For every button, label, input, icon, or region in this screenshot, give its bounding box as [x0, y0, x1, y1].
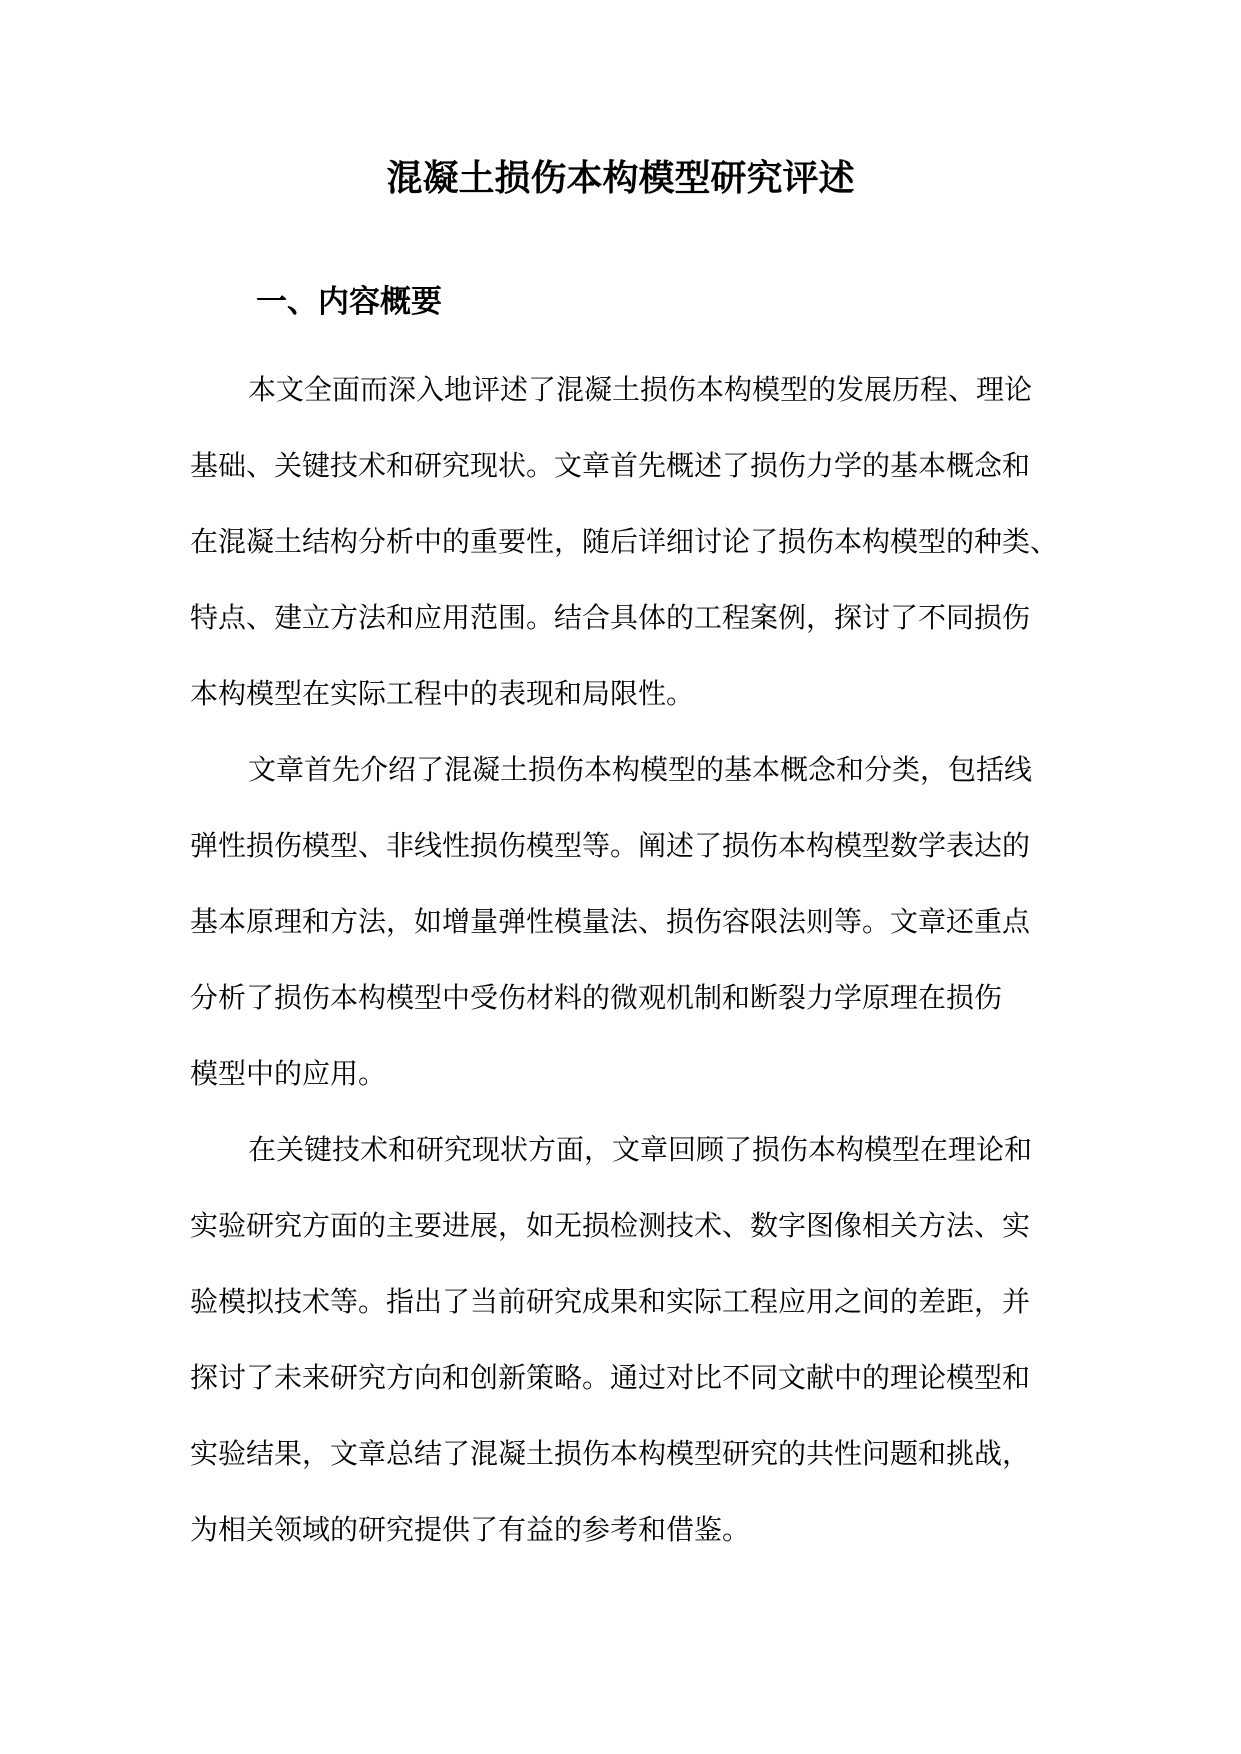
section-heading: 一、内容概要 — [256, 284, 442, 320]
paragraph-line: 分析了损伤本构模型中受伤材料的微观机制和断裂力学原理在损伤 — [190, 981, 1003, 1014]
paragraph-line: 文章首先介绍了混凝土损伤本构模型的基本概念和分类，包括线 — [248, 753, 1033, 786]
paragraph-line: 验模拟技术等。指出了当前研究成果和实际工程应用之间的差距，并 — [190, 1285, 1031, 1318]
paragraph-1 — [190, 352, 1060, 732]
paragraph-line: 实验结果，文章总结了混凝土损伤本构模型研究的共性问题和挑战， — [190, 1437, 1031, 1470]
paragraph-line: 本文全面而深入地评述了混凝土损伤本构模型的发展历程、理论 — [248, 373, 1033, 406]
paragraph-line: 在混凝土结构分析中的重要性，随后详细讨论了损伤本构模型的种类、 — [190, 525, 1059, 558]
paragraph-line: 在关键技术和研究现状方面，文章回顾了损伤本构模型在理论和 — [248, 1133, 1033, 1166]
document-title: 混凝土损伤本构模型研究评述 — [386, 157, 855, 199]
paragraph-2 — [190, 732, 1060, 1112]
paragraph-line: 实验研究方面的主要进展，如无损检测技术、数字图像相关方法、实 — [190, 1209, 1031, 1242]
paragraph-line: 基本原理和方法，如增量弹性模量法、损伤容限法则等。文章还重点 — [190, 905, 1031, 938]
paragraph-line: 为相关领域的研究提供了有益的参考和借鉴。 — [190, 1513, 751, 1546]
paragraph-line: 弹性损伤模型、非线性损伤模型等。阐述了损伤本构模型数学表达的 — [190, 829, 1031, 862]
paragraph-line: 模型中的应用。 — [190, 1057, 387, 1090]
paragraph-3 — [190, 1112, 1060, 1568]
paragraph-line: 特点、建立方法和应用范围。结合具体的工程案例，探讨了不同损伤 — [190, 601, 1031, 634]
paragraph-line: 基础、关键技术和研究现状。文章首先概述了损伤力学的基本概念和 — [190, 449, 1031, 482]
paragraph-line: 本构模型在实际工程中的表现和局限性。 — [190, 677, 695, 710]
paragraph-line: 探讨了未来研究方向和创新策略。通过对比不同文献中的理论模型和 — [190, 1361, 1031, 1394]
